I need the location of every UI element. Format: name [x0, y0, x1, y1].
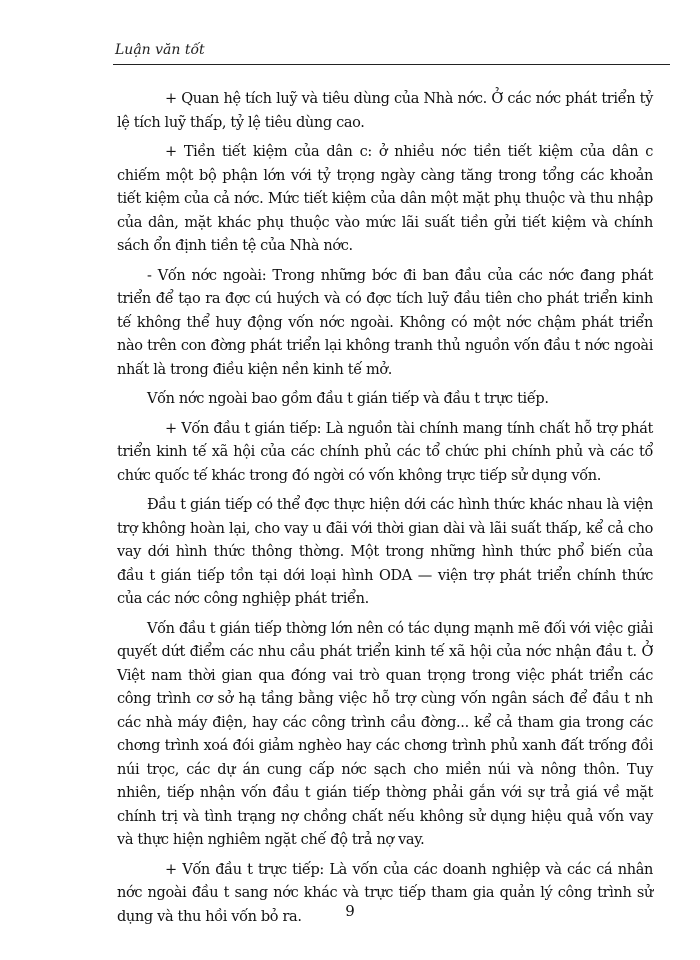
paragraph: + Vốn đầu t trực tiếp: Là vốn của các doanh nghiệp và các cá nhân nớc ngoài đầu t sang nớc khác và trực tiếp tham gia quản lý công trình sử dụng và thu hồi vốn bỏ ra.: [117, 861, 653, 925]
paragraph: Vốn đầu t gián tiếp thờng lớn nên có tác dụng mạnh mẽ đối với việc giải quyết dứt điểm các nhu cầu phát triển kinh tế xã hội của nớc nhận đầu t. Ở Việt nam thời gian qua đóng vai trò quan trọng trong việc phát triển các công trình cơ sở hạ tầng bằng việc hỗ trợ cùng vốn ngân sách để đầu t nh các nhà máy điện, hay các công trình cầu đờng... kể cả tham gia trong các chơng trình xoá đói giảm nghèo hay các chơng trình phủ xanh đất trống đồi núi trọc, các dự án cung cấp nớc sạch cho miền núi và nông thôn. Tuy nhiên, tiếp nhận vốn đầu t gián tiếp thờng phải gắn với sự trả giá về mặt chính trị và tình trạng nợ chồng chất nếu không sử dụng hiệu quả vốn vay và thực hiện nghiêm ngặt chế độ trả nợ vay.: [117, 620, 653, 848]
paragraph: Vốn nớc ngoài bao gồm đầu t gián tiếp và đầu t trực tiếp.: [147, 391, 549, 407]
paragraph: - Vốn nớc ngoài: Trong những bớc đi ban đầu của các nớc đang phát triển để tạo ra đợc cú huých và có đợc tích luỹ đầu tiên cho phát triển kinh tế không thể huy động vốn nớc ngoài. Không có một nớc chậm phát triển nào trên con đờng phát triển lại không tranh thủ nguồn vốn đầu t nớc ngoài nhất là trong điều kiện nền kinh tế mở.: [117, 267, 653, 378]
paragraph: + Tiền tiết kiệm của dân c: ở nhiều nớc tiền tiết kiệm của dân c chiếm một bộ phận lớn với tỷ trọng ngày càng tăng trong tổng các khoản tiết kiệm của cả nớc. Mức tiết kiệm của dân một mặt phụ thuộc và thu nhập của dân, mặt khác phụ thuộc vào mức lãi suất tiền gửi tiết kiệm và chính sách ổn định tiền tệ của Nhà nớc.: [117, 144, 653, 254]
body-text: [117, 88, 653, 935]
paragraph: + Vốn đầu t gián tiếp: Là nguồn tài chính mang tính chất hỗ trợ phát triển kinh tế xã hội của các chính phủ các tổ chức phi chính phủ và các tổ chức quốc tế khác trong đó ngời có vốn không trực tiếp sử dụng vốn.: [117, 420, 653, 484]
paragraph: Đầu t gián tiếp có thể đợc thực hiện dới các hình thức khác nhau là viện trợ không hoàn lại, cho vay u đãi với thời gian dài và lãi suất thấp, kể cả cho vay dới hình thức thông thờng. Một trong những hình thức phổ biến của đầu t gián tiếp tồn tại dới loại hình ODA — viện trợ phát triển chính thức của các nớc công nghiệp phát triển.: [117, 497, 653, 607]
page-number: 9: [345, 902, 355, 920]
running-header: Luận văn tốt: [115, 42, 205, 58]
paragraph: + Quan hệ tích luỹ và tiêu dùng của Nhà nớc. Ở các nớc phát triển tỷ lệ tích luỹ thấp, tỷ lệ tiêu dùng cao.: [117, 91, 653, 131]
header-divider: [113, 64, 670, 65]
